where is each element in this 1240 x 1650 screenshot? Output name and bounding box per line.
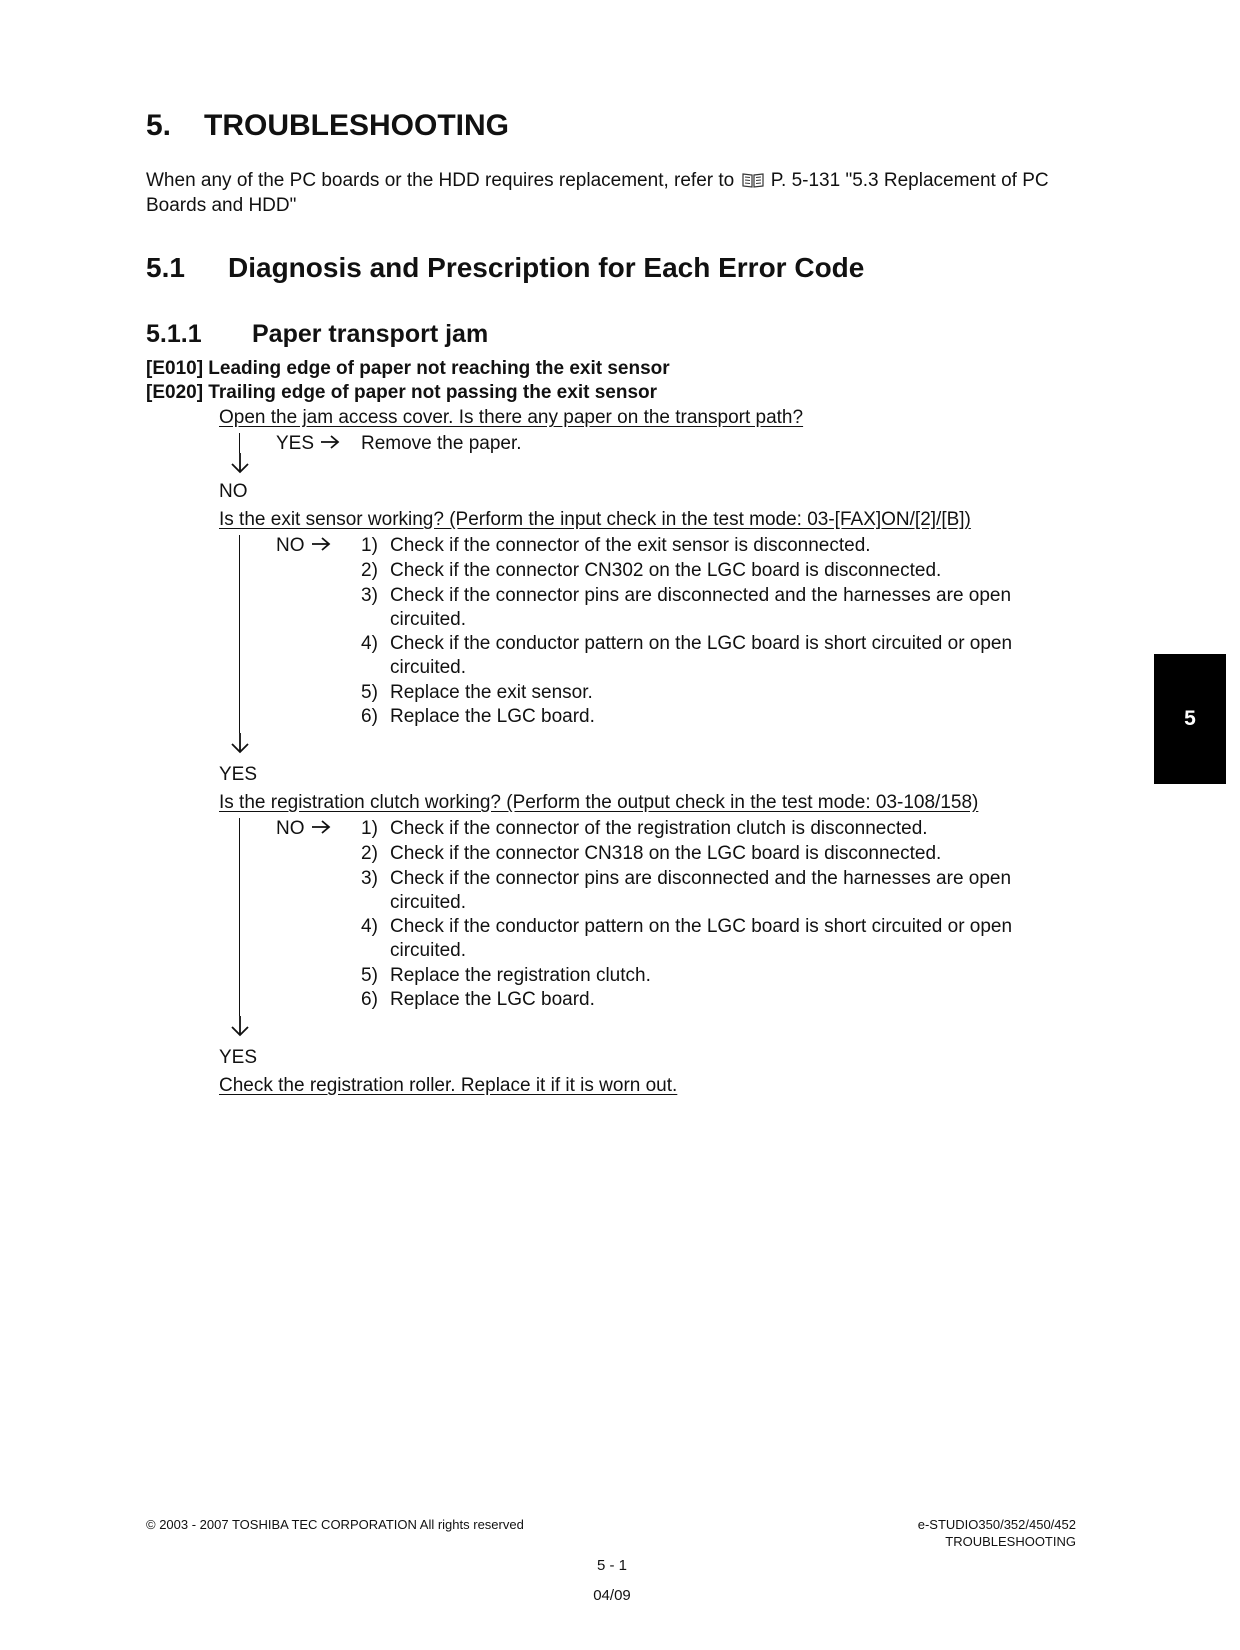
intro-text-before: When any of the PC boards or the HDD requires replacement, refer to bbox=[146, 170, 735, 191]
down-arrow-icon bbox=[229, 732, 251, 754]
down-arrow-icon bbox=[229, 1015, 251, 1037]
chapter-title: TROUBLESHOOTING bbox=[204, 109, 509, 142]
branch-no-label: NO bbox=[276, 535, 305, 556]
step-item: 2) Check if the connector CN318 on the LGC board is disconnected. bbox=[361, 843, 942, 864]
section-title: Diagnosis and Prescription for Each Error Code bbox=[228, 252, 865, 283]
chapter-number: 5. bbox=[146, 109, 172, 142]
answer-yes: YES bbox=[219, 1047, 258, 1068]
step-item: 1) Check if the connector of the exit sensor is disconnected. bbox=[361, 535, 871, 556]
branch-yes-label: YES bbox=[276, 433, 315, 454]
step-item-continued: circuited. bbox=[390, 940, 467, 961]
subsection-heading bbox=[146, 318, 488, 350]
footer-copyright: © 2003 - 2007 TOSHIBA TEC CORPORATION All rights reserved bbox=[146, 1517, 524, 1532]
step-item: 6) Replace the LGC board. bbox=[361, 706, 595, 727]
branch-no-label: NO bbox=[276, 818, 305, 839]
intro-paragraph bbox=[146, 168, 1086, 218]
step-item: 4) Check if the conductor pattern on the LGC board is short circuited or open bbox=[361, 633, 1013, 654]
right-arrow-icon bbox=[320, 435, 340, 449]
answer-yes: YES bbox=[219, 764, 258, 785]
chapter-side-tab bbox=[1154, 654, 1226, 784]
branch-yes bbox=[276, 431, 340, 456]
question-jam-cover: Open the jam access cover. Is there any paper on the transport path? bbox=[219, 407, 804, 428]
answer-no: NO bbox=[219, 481, 248, 502]
step-item: 3) Check if the connector pins are disconnected and the harnesses are open bbox=[361, 868, 1012, 889]
step-item: 2) Check if the connector CN302 on the LGC board is disconnected. bbox=[361, 560, 942, 581]
chapter-heading bbox=[146, 106, 509, 146]
branch-no bbox=[276, 533, 331, 558]
question-registration-clutch: Is the registration clutch working? (Perform the output check in the test mode: 03-108/158) bbox=[219, 792, 979, 813]
intro-text-after: P. 5-131 "5.3 Replacement of PC Boards and HDD" bbox=[146, 170, 1049, 216]
chapter-tab-number: 5 bbox=[1184, 707, 1196, 730]
question-exit-sensor: Is the exit sensor working? (Perform the input check in the test mode: 03-[FAX]ON/[2]/[B]) bbox=[219, 509, 971, 530]
step-item: 6) Replace the LGC board. bbox=[361, 989, 595, 1010]
step-item: 1) Check if the connector of the registration clutch is disconnected. bbox=[361, 818, 928, 839]
footer-chapter-name: TROUBLESHOOTING bbox=[945, 1534, 1076, 1549]
error-code-e020: [E020] Trailing edge of paper not passing the exit sensor bbox=[146, 382, 658, 403]
footer-date: 04/09 bbox=[593, 1587, 631, 1604]
subsection-title: Paper transport jam bbox=[252, 320, 489, 348]
section-number: 5.1 bbox=[146, 252, 185, 283]
right-arrow-icon bbox=[311, 820, 331, 834]
step-item: 5) Replace the exit sensor. bbox=[361, 682, 593, 703]
branch-no bbox=[276, 816, 331, 841]
step-item: 5) Replace the registration clutch. bbox=[361, 965, 651, 986]
step-item: 3) Check if the connector pins are disconnected and the harnesses are open bbox=[361, 585, 1012, 606]
flow-line bbox=[239, 818, 240, 1016]
action-remove-paper: Remove the paper. bbox=[361, 433, 522, 454]
book-reference-icon bbox=[742, 172, 764, 188]
step-item: 4) Check if the conductor pattern on the LGC board is short circuited or open bbox=[361, 916, 1013, 937]
step-item-continued: circuited. bbox=[390, 892, 467, 913]
subsection-number: 5.1.1 bbox=[146, 320, 202, 348]
step-item-continued: circuited. bbox=[390, 609, 467, 630]
final-instruction: Check the registration roller. Replace it if it is worn out. bbox=[219, 1075, 678, 1096]
down-arrow-icon bbox=[229, 452, 251, 474]
flow-line bbox=[239, 535, 240, 733]
step-item-continued: circuited. bbox=[390, 657, 467, 678]
right-arrow-icon bbox=[311, 537, 331, 551]
flow-line bbox=[239, 433, 240, 453]
footer-model: e-STUDIO350/352/450/452 bbox=[917, 1517, 1076, 1532]
section-heading bbox=[146, 250, 864, 286]
footer-page-number: 5 - 1 bbox=[596, 1557, 627, 1574]
error-code-e010: [E010] Leading edge of paper not reaching the exit sensor bbox=[146, 358, 670, 379]
